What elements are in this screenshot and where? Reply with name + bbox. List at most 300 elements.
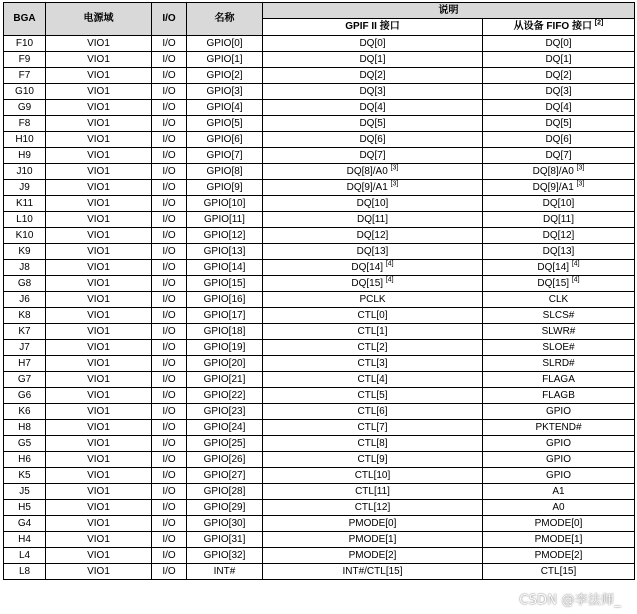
cell-power-domain [46,132,152,148]
cell-io [152,356,187,372]
cell-power-domain [46,500,152,516]
cell-name [187,548,263,564]
cell-gpif-text: CTL[8] [357,437,388,449]
table-row [4,564,635,580]
table-row [4,228,635,244]
cell-bga [4,36,46,52]
cell-io-text: I/O [162,165,176,177]
cell-fifo-text: DQ[13] [542,245,575,257]
cell-io [152,404,187,420]
cell-io [152,228,187,244]
cell-power-domain-text: VIO1 [87,101,110,113]
cell-fifo-text: CLK [548,293,569,305]
cell-fifo [483,180,635,196]
cell-bga-text: L10 [16,213,33,225]
cell-name-text: GPIO[9] [206,181,243,193]
cell-power-domain-text: VIO1 [87,37,110,49]
watermark: CSDN @李法师_ [519,593,621,608]
cell-fifo [483,548,635,564]
cell-power-domain [46,196,152,212]
cell-name-text: GPIO[19] [203,341,246,353]
cell-gpif [263,452,483,468]
cell-gpif [263,260,483,276]
cell-io [152,196,187,212]
cell-fifo-text: DQ[6] [545,133,572,145]
cell-power-domain [46,548,152,564]
table-row [4,436,635,452]
cell-fifo [483,132,635,148]
cell-name [187,228,263,244]
cell-gpif-text: CTL[1] [357,325,388,337]
cell-name-text: GPIO[10] [203,197,246,209]
cell-power-domain-text: VIO1 [87,501,110,513]
cell-bga [4,324,46,340]
cell-io-text: I/O [162,261,176,273]
cell-io-text: I/O [162,149,176,161]
cell-io-text: I/O [162,565,176,577]
cell-fifo-text: A1 [552,485,565,497]
cell-bga-text: G5 [17,437,32,449]
cell-power-domain [46,84,152,100]
table-row [4,372,635,388]
cell-gpif-text: DQ[2] [359,69,386,81]
cell-power-domain-text: VIO1 [87,277,110,289]
cell-io [152,564,187,580]
table-row [4,260,635,276]
cell-name [187,516,263,532]
cell-power-domain-text: VIO1 [87,69,110,81]
cell-bga [4,180,46,196]
cell-power-domain-text: VIO1 [87,261,110,273]
cell-fifo-text: DQ[10] [542,197,575,209]
cell-gpif [263,484,483,500]
header-fifo-label: 从设备 FIFO 接口 [513,21,592,32]
cell-bga [4,212,46,228]
cell-bga [4,260,46,276]
cell-io-text: I/O [162,389,176,401]
cell-io [152,436,187,452]
cell-fifo [483,244,635,260]
cell-fifo [483,148,635,164]
cell-io-text: I/O [162,181,176,193]
cell-bga-text: G6 [17,389,32,401]
cell-power-domain-text: VIO1 [87,149,110,161]
cell-bga [4,52,46,68]
cell-io-text: I/O [162,437,176,449]
header-bga: BGA [4,3,46,36]
cell-io-text: I/O [162,373,176,385]
cell-io-text: I/O [162,101,176,113]
footnote-ref: [3] [390,180,399,188]
pin-assignment-table [3,2,635,580]
cell-fifo [483,116,635,132]
cell-power-domain [46,324,152,340]
cell-fifo [483,84,635,100]
cell-bga [4,516,46,532]
cell-io [152,84,187,100]
cell-fifo-text: DQ[11] [543,213,574,225]
cell-gpif [263,324,483,340]
cell-bga-text: G9 [17,101,32,113]
cell-bga-text: J5 [19,485,30,497]
cell-fifo-text: CTL[15] [540,565,577,577]
cell-io-text: I/O [162,325,176,337]
cell-bga [4,548,46,564]
cell-io [152,68,187,84]
table-row [4,452,635,468]
cell-name [187,388,263,404]
cell-power-domain [46,116,152,132]
cell-fifo [483,196,635,212]
cell-io-text: I/O [162,533,176,545]
cell-name [187,468,263,484]
cell-name [187,452,263,468]
cell-name [187,484,263,500]
cell-fifo [483,308,635,324]
cell-bga-text: G7 [17,373,32,385]
table-row [4,116,635,132]
cell-io-text: I/O [162,213,176,225]
cell-gpif [263,372,483,388]
cell-fifo-text: PMODE[2] [534,549,583,561]
table-row [4,548,635,564]
cell-fifo-text: SLCS# [542,309,575,321]
cell-fifo [483,260,635,276]
table-row [4,100,635,116]
cell-gpif-text: CTL[7] [357,421,388,433]
cell-name-text: GPIO[8] [206,165,243,177]
cell-gpif-text: CTL[5] [357,389,388,401]
table-row [4,388,635,404]
cell-bga [4,116,46,132]
cell-power-domain-text: VIO1 [87,53,110,65]
cell-gpif-text: CTL[11] [355,485,390,497]
cell-power-domain-text: VIO1 [87,133,110,145]
cell-fifo-text: GPIO [545,405,571,417]
cell-name [187,164,263,180]
cell-fifo [483,36,635,52]
cell-name [187,500,263,516]
cell-name-text: GPIO[18] [203,325,246,337]
cell-gpif-text: PCLK [359,293,386,305]
cell-name [187,100,263,116]
cell-name [187,292,263,308]
cell-bga-text: G8 [17,277,32,289]
cell-name-text: GPIO[31] [203,533,246,545]
cell-fifo-text: DQ[0] [545,37,572,49]
cell-gpif [263,228,483,244]
cell-bga [4,244,46,260]
cell-io-text: I/O [162,453,176,465]
cell-gpif [263,340,483,356]
cell-bga [4,196,46,212]
table-row [4,148,635,164]
cell-fifo-text: SLOE# [542,341,575,353]
cell-name [187,244,263,260]
cell-power-domain-text: VIO1 [87,421,110,433]
cell-bga-text: J8 [19,261,30,273]
cell-bga-text: K5 [18,469,31,481]
cell-bga [4,148,46,164]
cell-name-text: GPIO[25] [203,437,246,449]
cell-name-text: INT# [213,565,236,577]
cell-power-domain [46,388,152,404]
cell-power-domain-text: VIO1 [87,549,110,561]
table-row [4,484,635,500]
cell-io [152,340,187,356]
cell-fifo [483,164,635,180]
table-row [4,68,635,84]
cell-power-domain-text: VIO1 [87,485,110,497]
table-row [4,532,635,548]
cell-gpif [263,132,483,148]
cell-name-text: GPIO[0] [206,37,243,49]
cell-power-domain [46,340,152,356]
cell-io-text: I/O [162,517,176,529]
cell-name-text: GPIO[6] [206,133,243,145]
cell-name-text: GPIO[26] [203,453,246,465]
cell-io-text: I/O [162,197,176,209]
table-row [4,468,635,484]
cell-fifo-text: DQ[7] [545,149,572,161]
header-name: 名称 [187,3,263,36]
cell-gpif-text: PMODE[2] [348,549,397,561]
cell-name-text: GPIO[30] [203,517,246,529]
cell-name [187,532,263,548]
header-description: 说明 [263,3,635,19]
cell-io-text: I/O [162,85,176,97]
cell-io-text: I/O [162,53,176,65]
cell-gpif-text: DQ[0] [359,37,386,49]
cell-bga-text: H4 [18,533,31,545]
cell-bga [4,404,46,420]
cell-name [187,276,263,292]
header-gpif-interface: GPIF II 接口 [263,19,483,36]
cell-io [152,292,187,308]
cell-power-domain [46,148,152,164]
cell-io-text: I/O [162,549,176,561]
cell-io [152,116,187,132]
cell-io [152,260,187,276]
cell-power-domain-text: VIO1 [87,389,110,401]
table-row [4,404,635,420]
cell-io-text: I/O [162,421,176,433]
cell-power-domain-text: VIO1 [87,357,110,369]
cell-gpif-text: DQ[9]/A1 [346,181,388,193]
cell-bga-text: J10 [16,165,33,177]
cell-name-text: GPIO[12] [203,229,246,241]
cell-gpif [263,500,483,516]
cell-fifo-text: GPIO [545,437,571,449]
table-row [4,500,635,516]
cell-bga-text: K11 [15,197,34,209]
cell-power-domain [46,260,152,276]
cell-power-domain [46,564,152,580]
cell-bga [4,132,46,148]
cell-bga-text: J6 [19,293,30,305]
cell-fifo-text: DQ[2] [545,69,572,81]
cell-power-domain-text: VIO1 [87,85,110,97]
cell-power-domain-text: VIO1 [87,181,110,193]
cell-io-text: I/O [162,485,176,497]
cell-power-domain [46,36,152,52]
cell-gpif [263,68,483,84]
header-power-domain: 电源域 [46,3,152,36]
cell-bga-text: H10 [15,133,34,145]
cell-power-domain [46,484,152,500]
cell-fifo [483,276,635,292]
cell-fifo [483,484,635,500]
cell-io [152,180,187,196]
cell-name-text: GPIO[20] [203,357,246,369]
cell-bga-text: H6 [18,453,31,465]
table-row [4,356,635,372]
cell-fifo-text: DQ[5] [545,117,572,129]
cell-name-text: GPIO[11] [204,213,245,225]
cell-fifo [483,564,635,580]
cell-gpif [263,548,483,564]
cell-fifo-text: DQ[15] [537,277,570,289]
cell-io-text: I/O [162,341,176,353]
cell-power-domain [46,180,152,196]
cell-gpif [263,164,483,180]
cell-fifo [483,340,635,356]
table-row [4,164,635,180]
cell-bga-text: G10 [15,85,34,97]
cell-name-text: GPIO[1] [206,53,243,65]
cell-bga-text: K8 [18,309,31,321]
cell-fifo [483,228,635,244]
cell-io-text: I/O [162,469,176,481]
cell-bga [4,388,46,404]
cell-fifo [483,468,635,484]
cell-fifo [483,212,635,228]
cell-fifo [483,500,635,516]
cell-fifo-text: PMODE[1] [534,533,583,545]
cell-io [152,372,187,388]
cell-gpif [263,180,483,196]
table-row [4,324,635,340]
cell-name [187,52,263,68]
cell-fifo-text: SLRD# [542,357,575,369]
cell-bga [4,292,46,308]
cell-fifo-text: DQ[1] [545,53,572,65]
cell-io [152,52,187,68]
table-row [4,36,635,52]
cell-gpif-text: DQ[5] [359,117,386,129]
cell-io-text: I/O [162,37,176,49]
cell-name [187,436,263,452]
cell-io-text: I/O [162,245,176,257]
footnote-ref: [2] [594,19,604,27]
cell-power-domain-text: VIO1 [87,341,110,353]
cell-bga [4,228,46,244]
cell-power-domain-text: VIO1 [87,293,110,305]
cell-fifo-text: PKTEND# [535,421,582,433]
cell-name-text: GPIO[22] [203,389,246,401]
cell-bga [4,420,46,436]
cell-bga [4,436,46,452]
table-row [4,516,635,532]
cell-bga-text: G4 [17,517,32,529]
cell-gpif-text: DQ[11] [357,213,388,225]
cell-fifo [483,52,635,68]
cell-gpif [263,292,483,308]
cell-power-domain-text: VIO1 [87,405,110,417]
cell-gpif [263,356,483,372]
cell-name [187,260,263,276]
cell-name-text: GPIO[13] [203,245,246,257]
cell-io [152,244,187,260]
cell-fifo-text: DQ[9]/A1 [532,181,574,193]
cell-io [152,388,187,404]
cell-fifo-text: SLWR# [541,325,576,337]
cell-fifo [483,452,635,468]
cell-power-domain [46,356,152,372]
table-row [4,52,635,68]
cell-gpif-text: CTL[2] [357,341,388,353]
cell-bga [4,532,46,548]
cell-name-text: GPIO[24] [203,421,246,433]
cell-io [152,420,187,436]
cell-gpif-text: CTL[4] [357,373,388,385]
cell-bga-text: F7 [18,69,31,81]
cell-name-text: GPIO[23] [203,405,246,417]
cell-gpif [263,388,483,404]
cell-fifo-text: FLAGB [542,389,575,401]
cell-gpif-text: PMODE[0] [348,517,397,529]
cell-fifo-text: GPIO [545,469,571,481]
header-io: I/O [152,3,187,36]
cell-gpif [263,52,483,68]
cell-bga [4,84,46,100]
cell-io-text: I/O [162,229,176,241]
cell-bga [4,372,46,388]
cell-io [152,276,187,292]
table-row [4,308,635,324]
cell-name-text: GPIO[29] [203,501,246,513]
cell-gpif-text: DQ[1] [359,53,386,65]
cell-name [187,404,263,420]
table-body [4,36,635,580]
cell-power-domain-text: VIO1 [87,309,110,321]
cell-power-domain-text: VIO1 [87,197,110,209]
cell-name [187,564,263,580]
cell-power-domain [46,100,152,116]
cell-bga [4,100,46,116]
cell-fifo-text: DQ[14] [537,261,570,273]
cell-name [187,84,263,100]
cell-power-domain [46,452,152,468]
cell-bga [4,564,46,580]
cell-io-text: I/O [162,501,176,513]
cell-power-domain [46,404,152,420]
cell-gpif [263,148,483,164]
cell-bga-text: H9 [18,149,31,161]
cell-fifo [483,292,635,308]
cell-gpif [263,116,483,132]
cell-fifo-text: GPIO [545,453,571,465]
table-row [4,212,635,228]
footnote-ref: [4] [385,260,394,268]
cell-bga [4,452,46,468]
cell-io-text: I/O [162,357,176,369]
cell-name [187,308,263,324]
footnote-ref: [3] [390,164,399,172]
cell-power-domain-text: VIO1 [87,117,110,129]
cell-power-domain-text: VIO1 [87,325,110,337]
cell-gpif-text: DQ[6] [359,133,386,145]
